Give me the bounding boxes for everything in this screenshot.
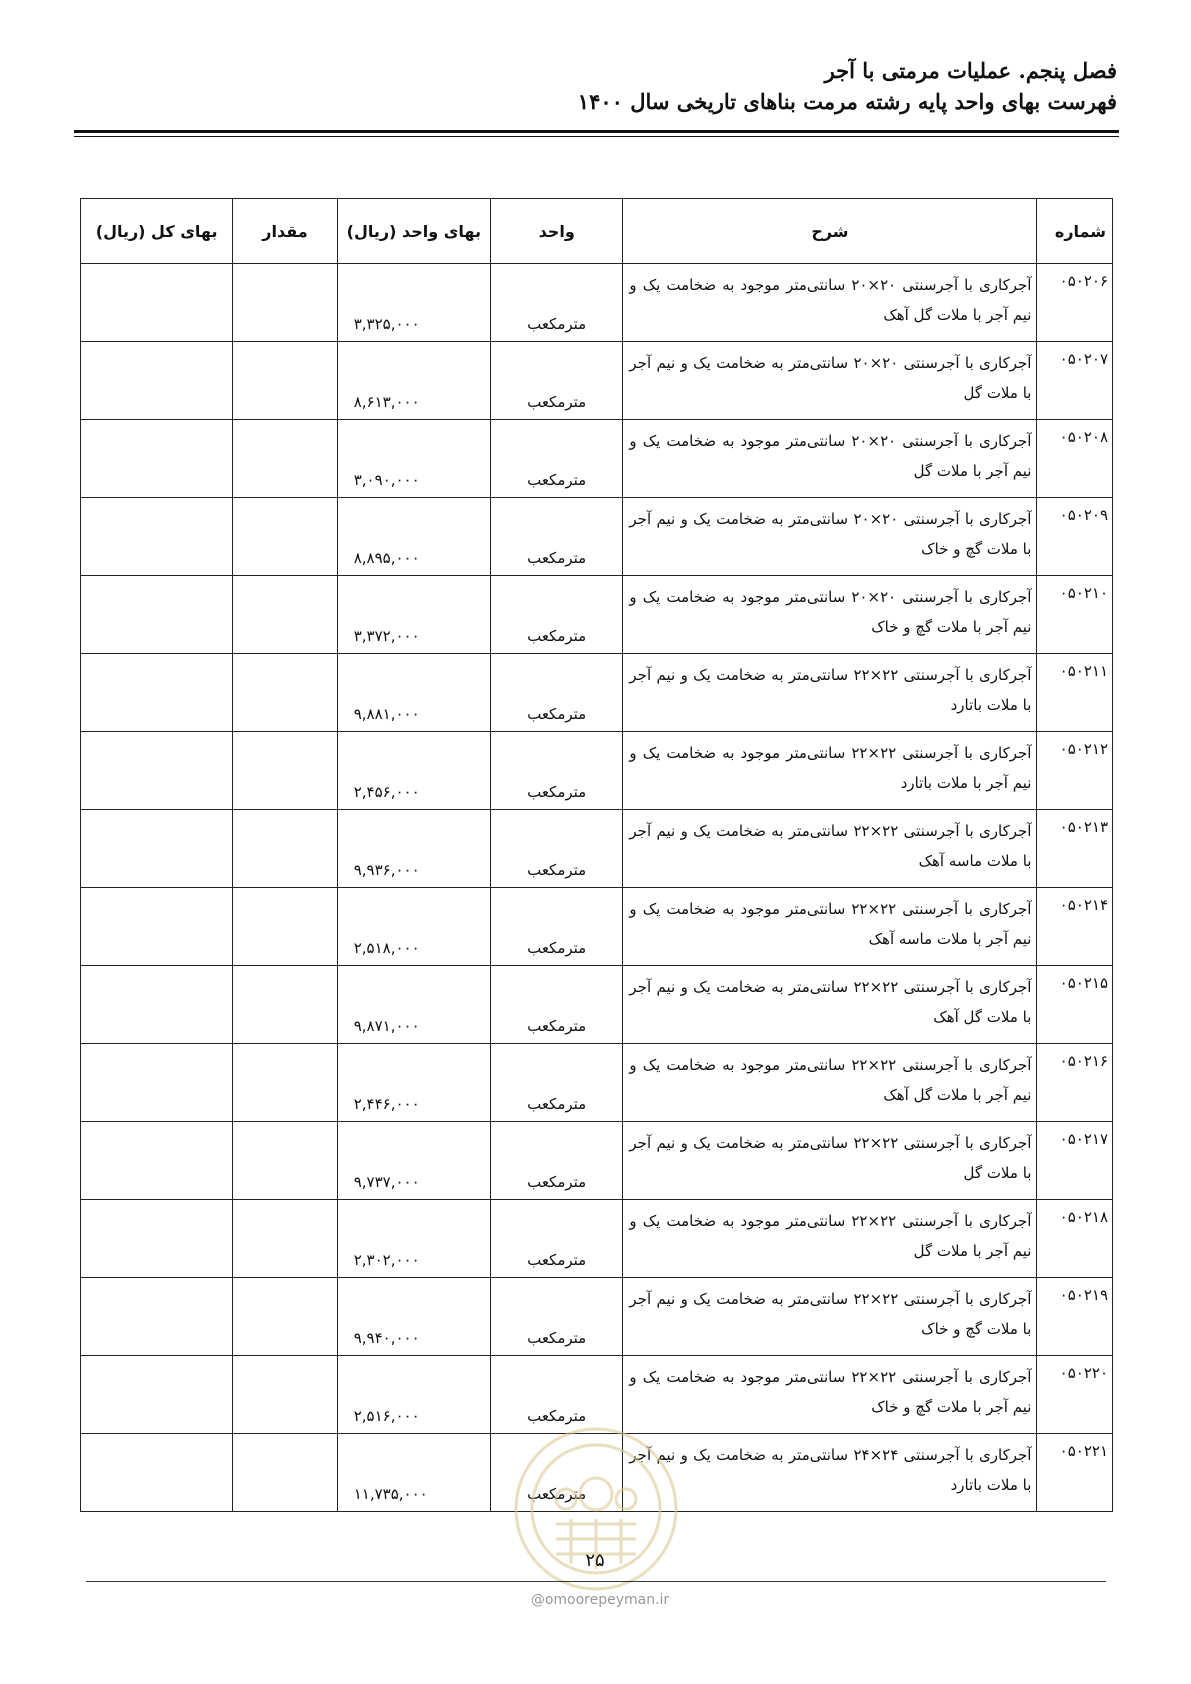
row-total (81, 1200, 233, 1278)
table-row (81, 576, 1113, 654)
row-total (81, 264, 233, 342)
row-quantity (233, 342, 338, 420)
table-header-row (81, 199, 1113, 264)
row-quantity (233, 1434, 338, 1512)
row-total (81, 1044, 233, 1122)
row-description: آجرکاری با آجرسنتی ۲۲×۲۲ سانتی‌متر به ضخامت یک و نیم آجر با ملات گل (623, 1122, 1037, 1200)
row-description: آجرکاری با آجرسنتی ۲۴×۲۴ سانتی‌متر به ضخامت یک و نیم آجر با ملات باتارد (623, 1434, 1037, 1512)
row-total (81, 420, 233, 498)
row-code: ۰۵۰۲۱۳ (1037, 810, 1113, 888)
row-description: آجرکاری با آجرسنتی ۲۲×۲۲ سانتی‌متر موجود به ضخامت یک و نیم آجر با ملات باتارد (623, 732, 1037, 810)
row-unit-price: ۳,۳۷۲,۰۰۰ (337, 576, 490, 654)
table-row (81, 966, 1113, 1044)
row-unit: مترمکعب (490, 888, 622, 966)
row-unit-price: ۱۱,۷۳۵,۰۰۰ (337, 1434, 490, 1512)
row-code: ۰۵۰۲۱۱ (1037, 654, 1113, 732)
row-code: ۰۵۰۲۱۹ (1037, 1278, 1113, 1356)
page-number: ۲۵ (585, 1550, 605, 1571)
row-quantity (233, 654, 338, 732)
footer-rule (86, 1581, 1106, 1582)
row-total (81, 576, 233, 654)
row-unit-price: ۲,۵۱۸,۰۰۰ (337, 888, 490, 966)
column-header-total: بهای کل (ریال) (81, 199, 233, 264)
row-unit: مترمکعب (490, 420, 622, 498)
row-unit-price: ۳,۰۹۰,۰۰۰ (337, 420, 490, 498)
row-unit: مترمکعب (490, 1122, 622, 1200)
row-quantity (233, 420, 338, 498)
row-unit: مترمکعب (490, 1278, 622, 1356)
row-unit-price: ۲,۳۰۲,۰۰۰ (337, 1200, 490, 1278)
row-total (81, 1434, 233, 1512)
price-list-table (80, 198, 1113, 1512)
row-quantity (233, 732, 338, 810)
table-row (81, 498, 1113, 576)
row-unit-price: ۹,۸۷۱,۰۰۰ (337, 966, 490, 1044)
column-header-quantity: مقدار (233, 199, 338, 264)
row-description: آجرکاری با آجرسنتی ۲۰×۲۰ سانتی‌متر به ضخامت یک و نیم آجر با ملات گچ و خاک (623, 498, 1037, 576)
row-quantity (233, 1122, 338, 1200)
row-unit: مترمکعب (490, 732, 622, 810)
row-description: آجرکاری با آجرسنتی ۲۲×۲۲ سانتی‌متر به ضخامت یک و نیم آجر با ملات ماسه آهک (623, 810, 1037, 888)
row-code: ۰۵۰۲۱۴ (1037, 888, 1113, 966)
row-unit-price: ۲,۵۱۶,۰۰۰ (337, 1356, 490, 1434)
row-unit: مترمکعب (490, 1356, 622, 1434)
chapter-title: فصل پنجم. عملیات مرمتی با آجر (824, 58, 1117, 83)
column-header-description: شرح (623, 199, 1037, 264)
table-row (81, 732, 1113, 810)
row-description: آجرکاری با آجرسنتی ۲۲×۲۲ سانتی‌متر موجود به ضخامت یک و نیم آجر با ملات گل (623, 1200, 1037, 1278)
website-watermark: @omoorepeyman.ir (530, 1592, 670, 1608)
column-header-code: شماره (1037, 199, 1113, 264)
table-row (81, 1356, 1113, 1434)
row-total (81, 1356, 233, 1434)
row-description: آجرکاری با آجرسنتی ۲۲×۲۲ سانتی‌متر موجود به ضخامت یک و نیم آجر با ملات گل آهک (623, 1044, 1037, 1122)
table-row (81, 1278, 1113, 1356)
row-unit-price: ۳,۳۲۵,۰۰۰ (337, 264, 490, 342)
row-code: ۰۵۰۲۰۶ (1037, 264, 1113, 342)
column-header-unit-price: بهای واحد (ریال) (337, 199, 490, 264)
row-quantity (233, 1044, 338, 1122)
row-code: ۰۵۰۲۰۷ (1037, 342, 1113, 420)
header-rule-thin (74, 136, 1119, 137)
row-code: ۰۵۰۲۲۰ (1037, 1356, 1113, 1434)
row-unit: مترمکعب (490, 264, 622, 342)
row-description: آجرکاری با آجرسنتی ۲۰×۲۰ سانتی‌متر موجود به ضخامت یک و نیم آجر با ملات گچ و خاک (623, 576, 1037, 654)
column-header-unit: واحد (490, 199, 622, 264)
row-unit-price: ۹,۷۳۷,۰۰۰ (337, 1122, 490, 1200)
row-code: ۰۵۰۲۰۹ (1037, 498, 1113, 576)
row-total (81, 654, 233, 732)
row-quantity (233, 498, 338, 576)
table-row (81, 810, 1113, 888)
row-unit-price: ۹,۹۴۰,۰۰۰ (337, 1278, 490, 1356)
row-code: ۰۵۰۲۱۲ (1037, 732, 1113, 810)
row-unit-price: ۲,۴۵۶,۰۰۰ (337, 732, 490, 810)
row-description: آجرکاری با آجرسنتی ۲۲×۲۲ سانتی‌متر به ضخامت یک و نیم آجر با ملات گل آهک (623, 966, 1037, 1044)
header-rule-thick (74, 130, 1119, 133)
table-row (81, 1044, 1113, 1122)
row-unit-price: ۹,۸۸۱,۰۰۰ (337, 654, 490, 732)
row-quantity (233, 576, 338, 654)
row-unit: مترمکعب (490, 576, 622, 654)
row-quantity (233, 264, 338, 342)
row-code: ۰۵۰۲۱۰ (1037, 576, 1113, 654)
row-description: آجرکاری با آجرسنتی ۲۲×۲۲ سانتی‌متر موجود به ضخامت یک و نیم آجر با ملات گچ و خاک (623, 1356, 1037, 1434)
row-unit: مترمکعب (490, 966, 622, 1044)
row-unit-price: ۸,۶۱۳,۰۰۰ (337, 342, 490, 420)
table-row (81, 654, 1113, 732)
row-unit: مترمکعب (490, 1200, 622, 1278)
table-row (81, 342, 1113, 420)
row-description: آجرکاری با آجرسنتی ۲۰×۲۰ سانتی‌متر موجود به ضخامت یک و نیم آجر با ملات گل آهک (623, 264, 1037, 342)
row-code: ۰۵۰۲۱۵ (1037, 966, 1113, 1044)
row-unit: مترمکعب (490, 1434, 622, 1512)
row-quantity (233, 1200, 338, 1278)
row-description: آجرکاری با آجرسنتی ۲۲×۲۲ سانتی‌متر به ضخامت یک و نیم آجر با ملات باتارد (623, 654, 1037, 732)
row-code: ۰۵۰۲۱۷ (1037, 1122, 1113, 1200)
row-description: آجرکاری با آجرسنتی ۲۰×۲۰ سانتی‌متر موجود به ضخامت یک و نیم آجر با ملات گل (623, 420, 1037, 498)
row-code: ۰۵۰۲۰۸ (1037, 420, 1113, 498)
row-quantity (233, 1278, 338, 1356)
row-unit: مترمکعب (490, 810, 622, 888)
document-subtitle: فهرست بهای واحد پایه رشته مرمت بناهای تاریخی سال ۱۴۰۰ (577, 89, 1117, 114)
row-total (81, 1122, 233, 1200)
table-body (81, 264, 1113, 1512)
row-unit: مترمکعب (490, 498, 622, 576)
row-total (81, 966, 233, 1044)
page-header (71, 56, 1117, 118)
row-code: ۰۵۰۲۱۶ (1037, 1044, 1113, 1122)
table-row (81, 420, 1113, 498)
row-total (81, 498, 233, 576)
row-quantity (233, 888, 338, 966)
row-total (81, 342, 233, 420)
row-description: آجرکاری با آجرسنتی ۲۲×۲۲ سانتی‌متر به ضخامت یک و نیم آجر با ملات گچ و خاک (623, 1278, 1037, 1356)
row-unit-price: ۲,۴۴۶,۰۰۰ (337, 1044, 490, 1122)
row-quantity (233, 1356, 338, 1434)
row-total (81, 1278, 233, 1356)
table-row (81, 1200, 1113, 1278)
table-row (81, 1434, 1113, 1512)
row-unit: مترمکعب (490, 654, 622, 732)
row-description: آجرکاری با آجرسنتی ۲۰×۲۰ سانتی‌متر به ضخامت یک و نیم آجر با ملات گل (623, 342, 1037, 420)
row-code: ۰۵۰۲۲۱ (1037, 1434, 1113, 1512)
row-quantity (233, 966, 338, 1044)
row-unit: مترمکعب (490, 1044, 622, 1122)
row-quantity (233, 810, 338, 888)
table-row (81, 888, 1113, 966)
row-total (81, 810, 233, 888)
row-total (81, 888, 233, 966)
row-unit-price: ۸,۸۹۵,۰۰۰ (337, 498, 490, 576)
row-unit-price: ۹,۹۳۶,۰۰۰ (337, 810, 490, 888)
table-row (81, 264, 1113, 342)
row-unit: مترمکعب (490, 342, 622, 420)
row-code: ۰۵۰۲۱۸ (1037, 1200, 1113, 1278)
row-description: آجرکاری با آجرسنتی ۲۲×۲۲ سانتی‌متر موجود به ضخامت یک و نیم آجر با ملات ماسه آهک (623, 888, 1037, 966)
table-row (81, 1122, 1113, 1200)
row-total (81, 732, 233, 810)
